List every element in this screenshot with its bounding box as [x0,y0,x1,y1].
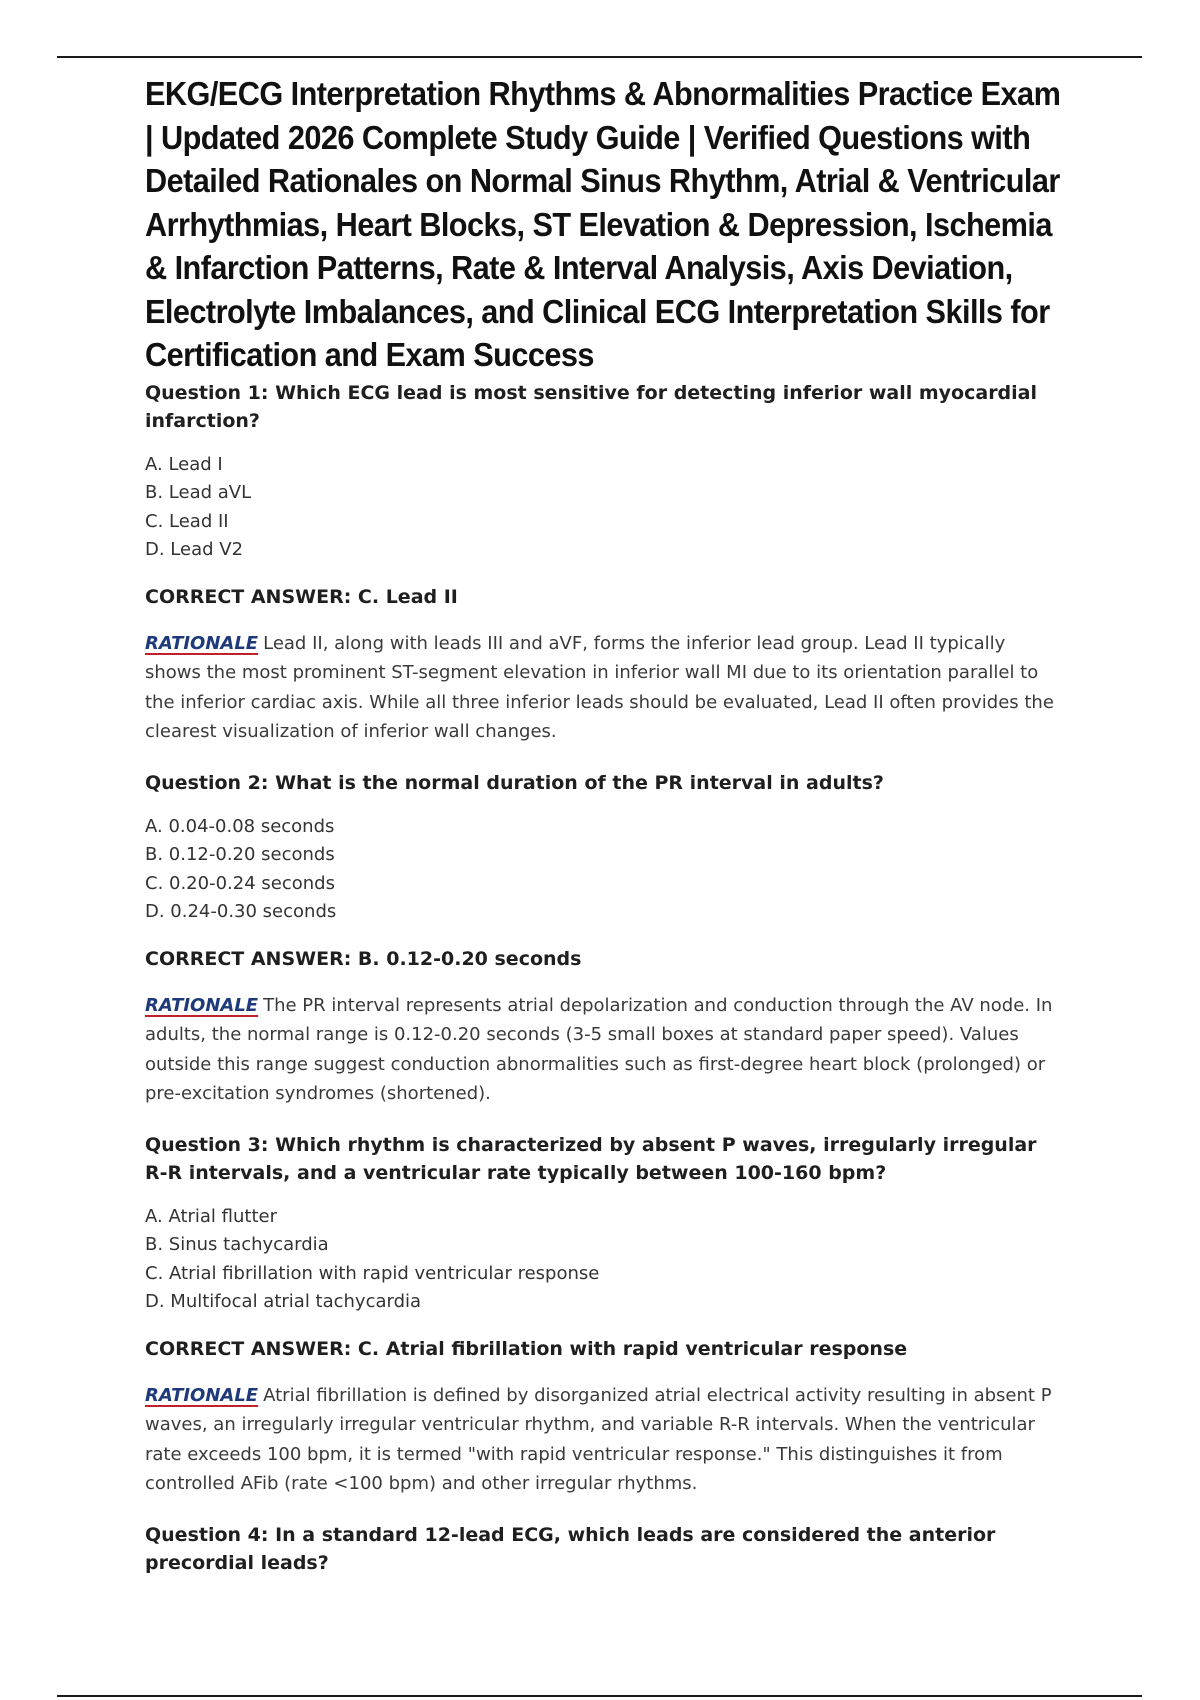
rationale-text: Lead II, along with leads III and aVF, forms the inferior lead group. Lead II typically shows the most prominent ST-segment elevation in inferior wall MI due to its orientation parallel to the inferior cardiac axis. While all three inferior leads should be evaluated, Lead II often provides the clearest visualization of inferior wall changes. [145,632,1054,742]
option-item: A. Atrial flutter [145,1205,277,1227]
rationale-paragraph [145,991,1065,1109]
answer-options [145,451,1065,565]
document-body [145,72,1065,1599]
correct-answer: CORRECT ANSWER: C. Atrial fibrillation with rapid ventricular response [145,1337,908,1360]
option-item: C. 0.20-0.24 seconds [145,872,335,894]
option-item: D. Multifocal atrial tachycardia [145,1291,422,1312]
question-text: Question 3: Which rhythm is characterized by absent P waves, irregularly irregular R-R intervals, and a ventricular rate typically between 100-160 bpm? [145,1133,1037,1184]
rationale-text: Atrial fibrillation is defined by disorganized atrial electrical activity resulting in absent P waves, an irregularly irregular ventricular rhythm, and variable R-R intervals. When the ventricular rate exceeds 100 bpm, it is termed "with rapid ventricular response." This distinguishes it from controlled AFib (rate <100 bpm) and other irregular rhythms. [145,1384,1052,1494]
correct-answer: CORRECT ANSWER: C. Lead II [145,585,458,608]
option-item: A. Lead I [145,453,223,475]
question-block [145,1131,1065,1499]
option-item: A. 0.04-0.08 seconds [145,815,335,837]
bottom-rule [57,1695,1142,1697]
document-title: EKG/ECG Interpretation Rhythms & Abnormalities Practice Exam | Updated 2026 Complete Study Guide | Verified Questions with Detailed Rationales on Normal Sinus Rhythm, Atrial & Ventricular Arrhythmias, Heart Blocks, ST Elevation & Depression, Ischemia & Infarction Patterns, Rate & Interval Analysis, Axis Deviation, Electrolyte Imbalances, and Clinical ECG Interpretation Skills for Certification and Exam Success [145,75,1061,373]
top-rule [57,56,1142,58]
question-text: Question 2: What is the normal duration of the PR interval in adults? [145,771,884,794]
answer-options [145,1203,1065,1317]
rationale-label: RATIONALE [145,1384,259,1406]
question-block [145,1521,1065,1577]
option-item: C. Atrial fibrillation with rapid ventricular response [145,1262,600,1284]
rationale-paragraph [145,629,1065,747]
question-block [145,379,1065,747]
option-item: B. Lead aVL [145,482,252,503]
rationale-label: RATIONALE [145,994,259,1016]
rationale-label: RATIONALE [145,632,259,654]
rationale-text: The PR interval represents atrial depolarization and conduction through the AV node. In adults, the normal range is 0.12-0.20 seconds (3-5 small boxes at standard paper speed). Values outside this range suggest conduction abnormalities such as first-degree heart block (prolonged) or pre-excitation syndromes (shortened). [145,994,1053,1104]
question-text: Question 1: Which ECG lead is most sensitive for detecting inferior wall myocardial infarction? [145,381,1038,432]
answer-options [145,813,1065,927]
option-item: D. 0.24-0.30 seconds [145,901,337,922]
option-item: D. Lead V2 [145,539,244,560]
option-item: B. 0.12-0.20 seconds [145,844,335,865]
rationale-paragraph [145,1381,1065,1499]
question-block [145,769,1065,1109]
option-item: B. Sinus tachycardia [145,1234,329,1255]
question-text: Question 4: In a standard 12-lead ECG, which leads are considered the anterior precordial leads? [145,1523,996,1574]
correct-answer: CORRECT ANSWER: B. 0.12-0.20 seconds [145,947,582,970]
option-item: C. Lead II [145,510,229,532]
